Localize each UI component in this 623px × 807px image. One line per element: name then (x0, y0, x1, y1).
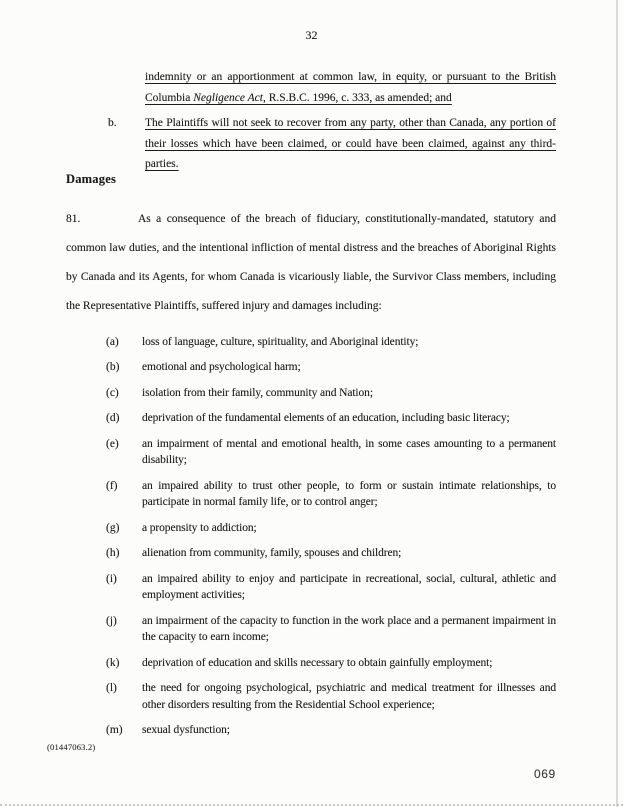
clause-a-statute-name: Negligence Act (193, 91, 263, 104)
clause-b-text: The Plaintiffs will not seek to recover from any party, other than Canada, any portion of their losses which have been claimed, or could have been claimed, against any third-parties. (145, 117, 556, 170)
item-label: (h) (106, 547, 120, 559)
damages-item-h (66, 545, 556, 562)
damages-item-j (66, 613, 556, 646)
item-text: deprivation of the fundamental elements of an education, including basic literacy; (142, 412, 510, 424)
scan-artifact-bottom-edge (0, 804, 623, 806)
damages-item-c (66, 385, 556, 402)
item-label: (a) (106, 335, 119, 348)
damages-item-l (66, 680, 556, 713)
clause-a-text-start: indemnity or an apportionment at common law, in equity, or pursuant to the British Columbia (145, 71, 556, 104)
item-text: an impairment of the capacity to function in the work place and a permanent impairment in the capacity to earn income; (142, 614, 556, 643)
damages-item-k (66, 655, 556, 672)
clause-b-label: b. (108, 117, 117, 129)
damages-item-d (66, 410, 556, 427)
item-text: isolation from their family, community and Nation; (142, 386, 373, 399)
paragraph-81 (66, 205, 556, 321)
item-text: sexual dysfunction; (142, 724, 230, 736)
item-text: a propensity to addiction; (142, 521, 257, 534)
item-text: alienation from community, family, spouses and children; (142, 547, 402, 559)
clause-a-continuation (145, 67, 556, 108)
bates-stamp-number: 069 (534, 767, 556, 781)
item-text: loss of language, culture, spirituality, and Aboriginal identity; (142, 335, 419, 348)
clause-b (66, 113, 556, 175)
document-reference-number: (01447063.2) (47, 742, 96, 752)
clause-a-text-end: , R.S.B.C. 1996, c. 333, as amended; and (262, 91, 452, 104)
page-number: 32 (305, 28, 318, 42)
damages-heading: Damages (66, 171, 117, 186)
damages-item-i (66, 571, 556, 604)
damages-item-m (66, 722, 556, 739)
item-label: (b) (106, 361, 120, 373)
item-label: (l) (106, 682, 117, 694)
damages-list (66, 334, 556, 739)
item-text: an impaired ability to enjoy and participate in recreational, social, cultural, athletic and employment activities; (142, 572, 556, 601)
item-text: deprivation of education and skills necessary to obtain gainfully employment; (142, 656, 493, 669)
item-text: the need for ongoing psychological, psychiatric and medical treatment for illnesses and other disorders resulting from the Residential School experience; (142, 682, 556, 711)
scan-artifact-right-edge (616, 0, 618, 807)
damages-item-a (66, 334, 556, 351)
item-label: (i) (106, 572, 117, 585)
item-label: (c) (106, 386, 119, 399)
paragraph-81-number: 81. (66, 212, 81, 225)
item-label: (g) (106, 521, 120, 534)
document-body (66, 67, 556, 739)
damages-item-f (66, 478, 556, 511)
damages-item-g (66, 520, 556, 537)
item-text: emotional and psychological harm; (142, 361, 301, 373)
damages-item-b (66, 359, 556, 376)
item-label: (d) (106, 412, 120, 424)
item-label: (j) (106, 614, 117, 627)
item-text: an impairment of mental and emotional health, in some cases amounting to a permanent disability; (142, 437, 556, 466)
item-label: (k) (106, 656, 120, 669)
item-label: (f) (106, 479, 118, 492)
damages-item-e (66, 436, 556, 469)
paragraph-81-text: As a consequence of the breach of fiduciary, constitutionally-mandated, statutory and common law duties, and the intentional infliction of mental distress and the breaches of Aboriginal Rights by Canada and its Agents, for whom Canada is vicariously liable, the Survivor Class members, including the Representative Plaintiffs, suffered injury and damages including: (66, 212, 556, 312)
item-label: (m) (106, 724, 123, 736)
item-label: (e) (106, 437, 119, 450)
item-text: an impaired ability to trust other people, to form or sustain intimate relationships, to participate in normal family life, or to control anger; (142, 479, 556, 508)
